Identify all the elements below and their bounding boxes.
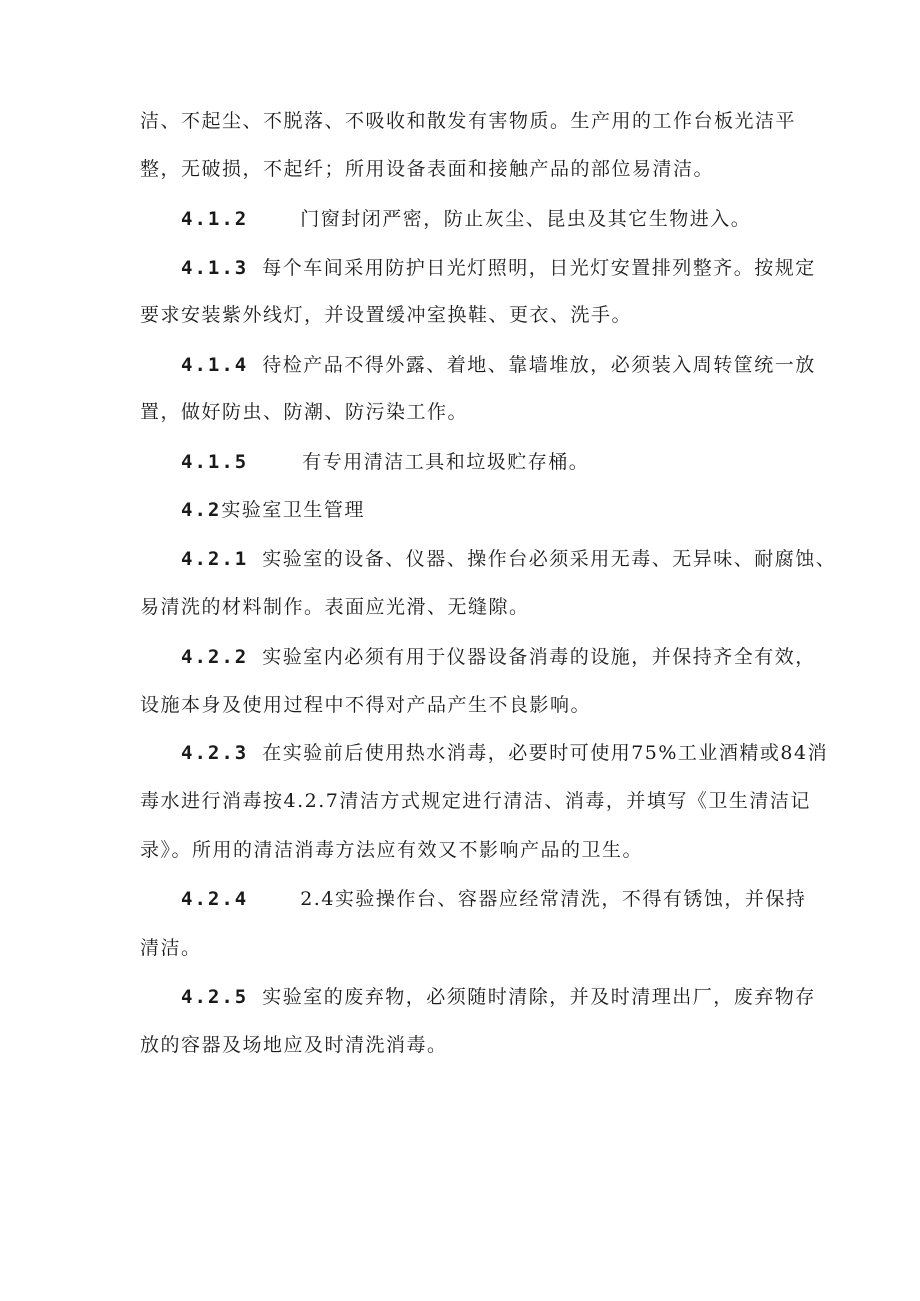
text-line: 毒水进行消毒按4.2.7清洁方式规定进行清洁、消毒，并填写《卫生清洁记 <box>140 790 811 812</box>
text-line: 放的容器及场地应及时清洗消毒。 <box>140 1034 448 1056</box>
clause-number: 4.2.3 <box>181 742 249 764</box>
clause-number: 4.2.1 <box>181 548 249 570</box>
clause-number: 4.2 <box>181 499 222 521</box>
text-line: 要求安装紫外线灯，并设置缓冲室换鞋、更衣、洗手。 <box>140 304 633 326</box>
text-line: 易清洗的材料制作。表面应光滑、无缝隙。 <box>140 596 530 618</box>
text-line: 洁、不起尘、不脱落、不吸收和散发有害物质。生产用的工作台板光洁平 <box>140 110 797 132</box>
clause-number: 4.1.4 <box>181 354 249 376</box>
clause-text: 有专用清洁工具和垃圾贮存桶。 <box>302 451 590 473</box>
clause-4-2-3 <box>181 741 831 765</box>
clause-text: 待检产品不得外露、着地、靠墙堆放，必须装入周转筐统一放 <box>262 354 816 376</box>
clause-text: 门窗封闭严密，防止灰尘、昆虫及其它生物进入。 <box>300 208 752 230</box>
clause-text: 每个车间采用防护日光灯照明，日光灯安置排列整齐。按规定 <box>262 257 816 279</box>
clause-4-1-5 <box>181 450 831 474</box>
text-line: 清洁。 <box>140 937 202 959</box>
clause-4-2-1 <box>181 547 837 571</box>
clause-number: 4.2.4 <box>181 888 249 910</box>
clause-number: 4.2.2 <box>181 646 249 668</box>
clause-number: 4.1.3 <box>181 257 249 279</box>
clause-text: 实验室的废弃物，必须随时清除，并及时清理出厂，废弃物存 <box>262 986 816 1008</box>
clause-number: 4.1.2 <box>181 208 249 230</box>
text-line: 设施本身及使用过程中不得对产品产生不良影响。 <box>140 694 592 716</box>
clause-text: 2.4实验操作台、容器应经常清洗，不得有锈蚀，并保持 <box>300 888 807 910</box>
clause-number: 4.2.5 <box>181 986 249 1008</box>
section-title: 实验室卫生管理 <box>221 499 365 521</box>
clause-number: 4.1.5 <box>181 451 249 473</box>
clause-4-1-4 <box>181 353 831 377</box>
text-line: 整，无破损，不起纤；所用设备表面和接触产品的部位易清洁。 <box>140 158 715 180</box>
clause-4-1-3 <box>181 256 831 280</box>
clause-4-2-2 <box>181 645 831 669</box>
clause-text: 实验室的设备、仪器、操作台必须采用无毒、无异味、耐腐蚀、 <box>262 548 837 570</box>
clause-text: 实验室内必须有用于仪器设备消毒的设施，并保持齐全有效， <box>262 646 816 668</box>
section-heading-4-2 <box>181 498 831 522</box>
clause-4-2-4 <box>181 887 831 911</box>
text-line: 录》。所用的清洁消毒方法应有效又不影响产品的卫生。 <box>140 839 644 861</box>
clause-4-1-2 <box>181 207 831 231</box>
text-line: 置，做好防虫、防潮、防污染工作。 <box>140 401 469 423</box>
clause-text: 在实验前后使用热水消毒，必要时可使用75%工业酒精或84消 <box>262 742 829 764</box>
clause-4-2-5 <box>181 985 831 1009</box>
